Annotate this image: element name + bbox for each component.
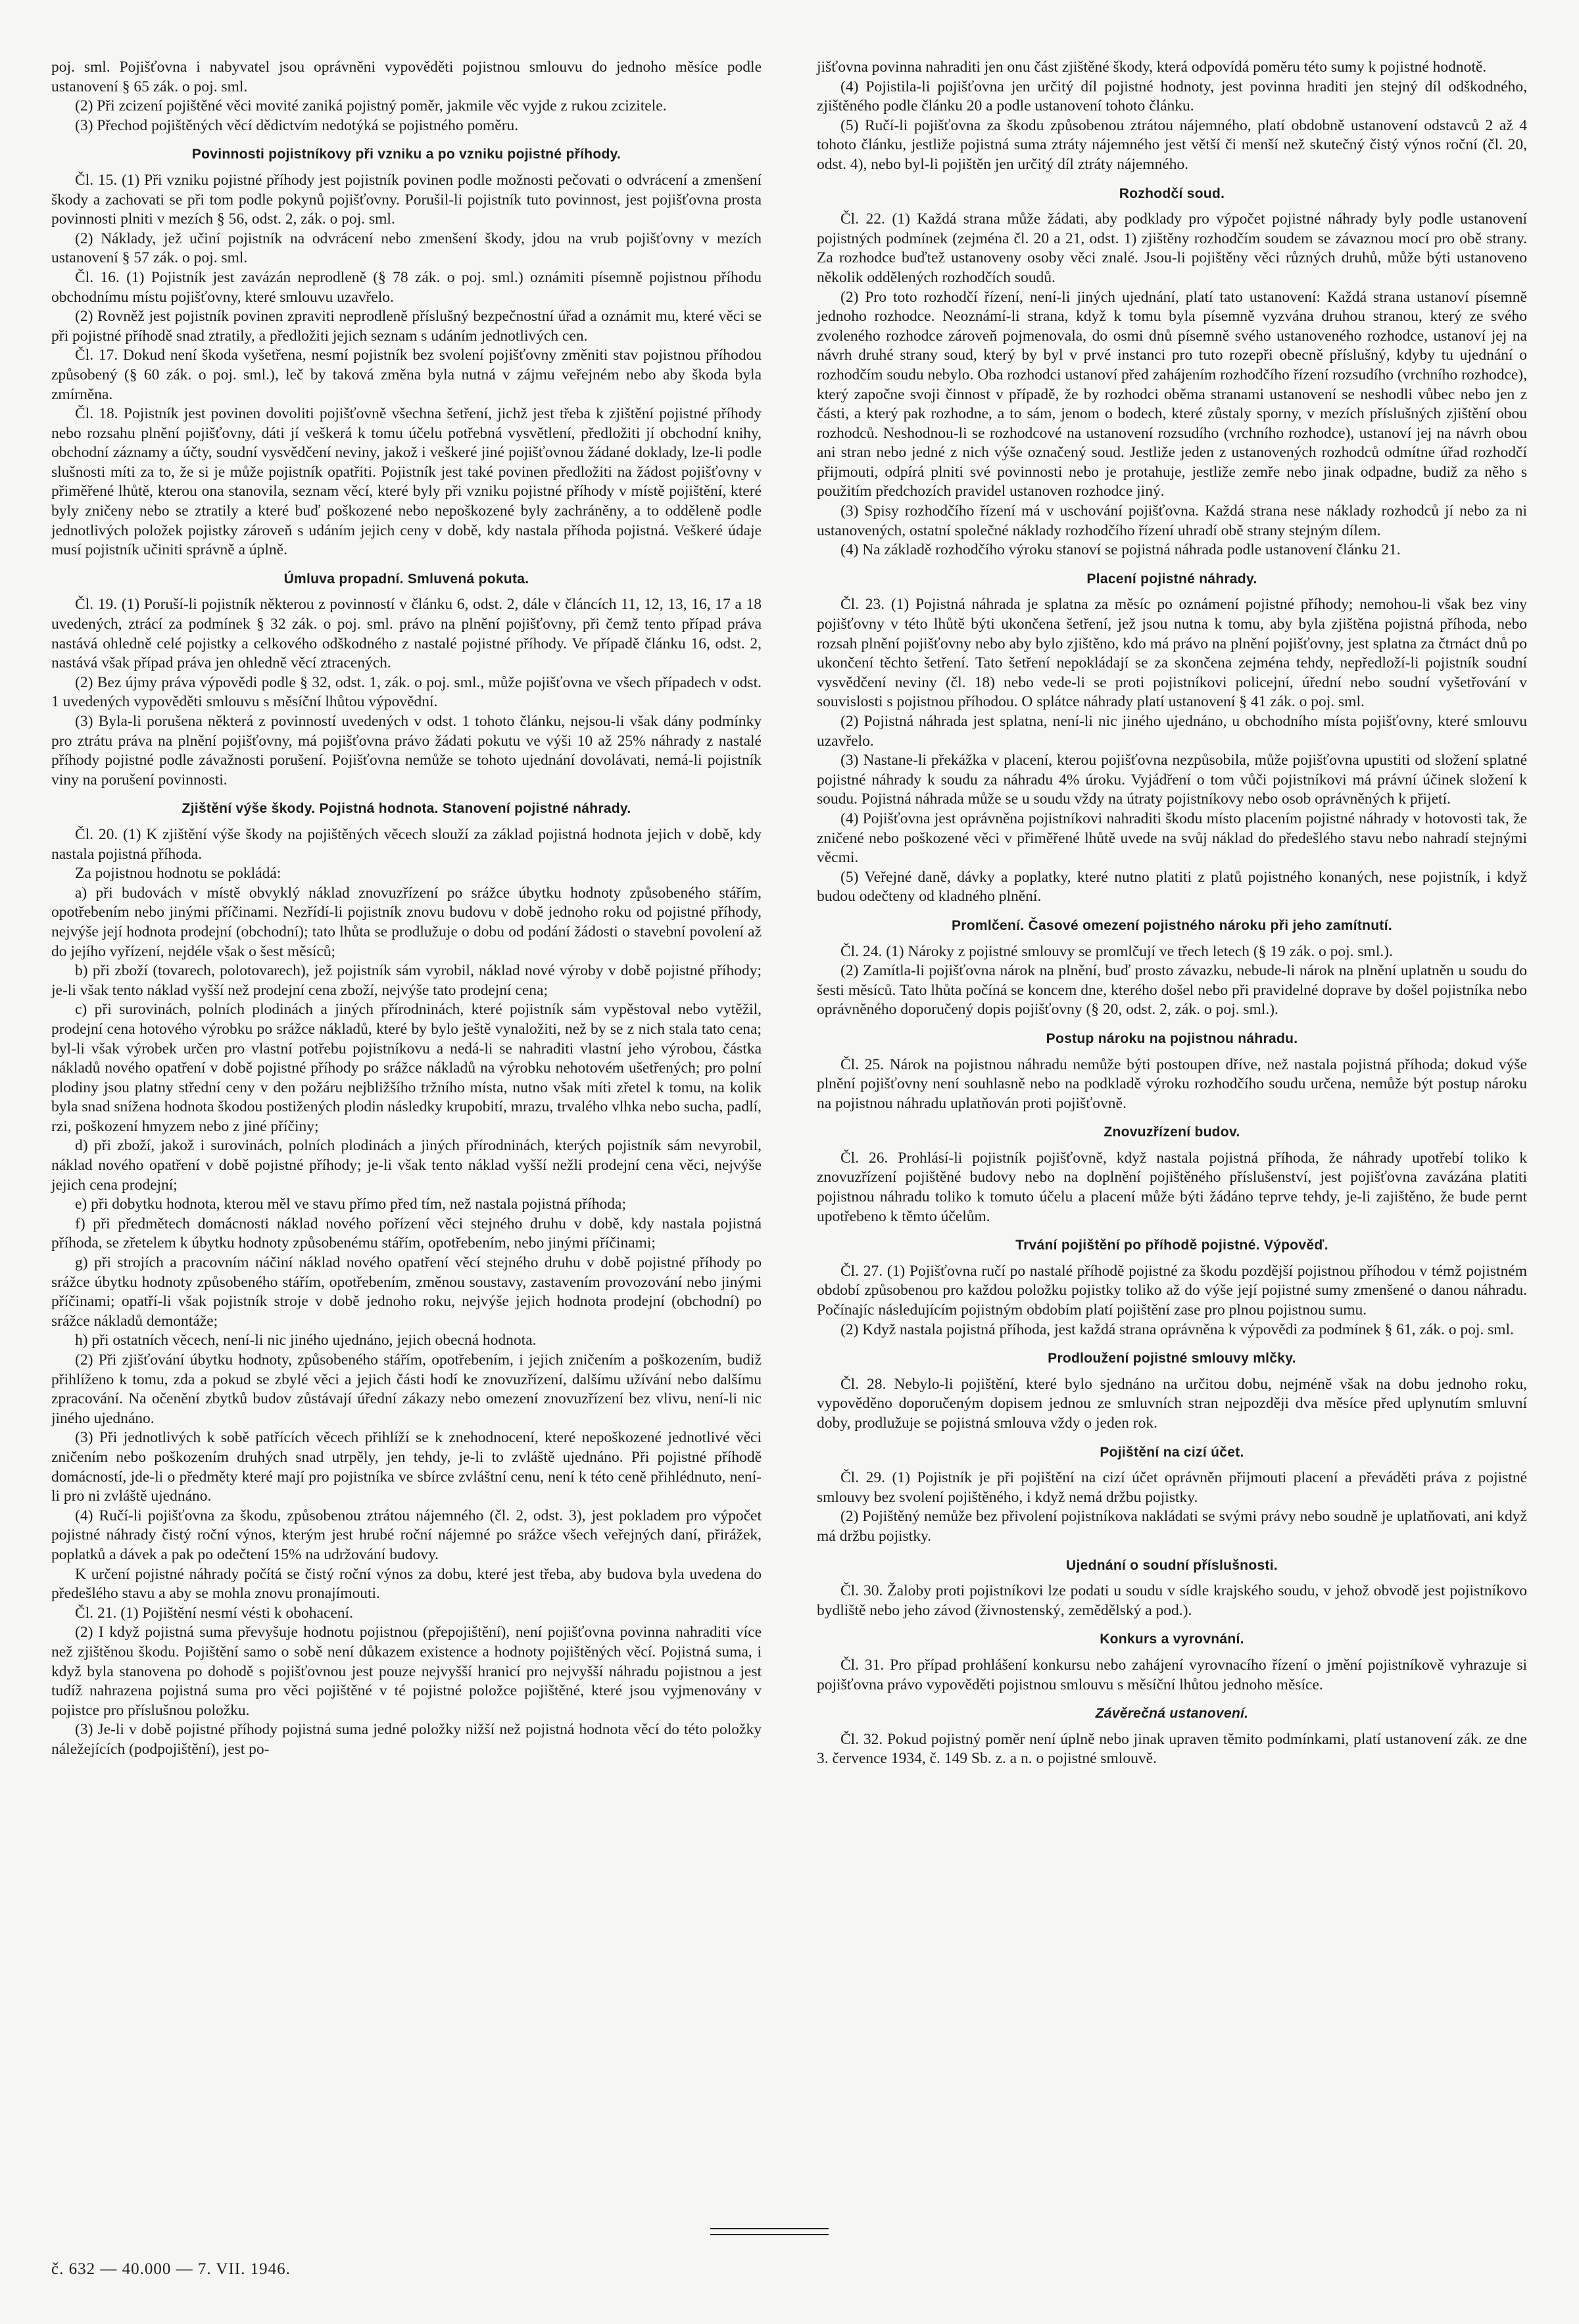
- end-rule: [710, 2228, 829, 2235]
- paragraph: Čl. 32. Pokud pojistný poměr není úplně nebo jinak upraven těmito podmínkami, platí ustanovení zák. ze dne 3. července 1934, č. 149 Sb. z. a n. o pojistné smlouvě.: [817, 1730, 1527, 1768]
- paragraph: Čl. 23. (1) Pojistná náhrada je splatna za měsíc po oznámení pojistné příhody; nemohou-li však bez viny pojišťovny v této lhůtě býti ukončena šetření, jež jsou nutna k tomu, aby byla zjištěna pojistná příhoda, nebo rozsah plnění pojišťovny nebo aby bylo zjištěno, kdo má právo na plnění pojišťovny, jest splatna za čtrnáct dnů po ukončení těchto šetření. Tato šetření nepokládají se za skončena zejména tehdy, nepředloží-li pojistník soudní vysvědčení neviny (čl. 18) nebo vede-li se proti pojistníkovi policejní, úřední nebo soudní vyšetřování v souvislosti s pojistnou příhodou. O splátce náhrady platí ustanovení § 41 zák. o poj. sml.: [817, 596, 1527, 711]
- paragraph: Čl. 18. Pojistník jest povinen dovoliti pojišťovně všechna šetření, jichž jest třeba k zjištění pojistné příhody nebo rozsahu plnění pojišťovny, dáti jí veškerá k tomu účelu potřebná vysvětlení, předložiti jí obchodní knihy, obchodní záznamy a účty, soudní vysvědčení neviny, jakož i veškeré jiné pojišťovnou žádané doklady, lze-li podle slušnosti míti za to, že si je může pojistník opatřiti. Pojistník jest také povinen předložiti na žádost pojišťovny v přiměřené lhůtě, kterou ona stanovila, seznam věcí, které byly při vzniku pojistné příhody v místě pojištění, které byly zničeny nebo se ztratily a které buď poškozené nebo nepoškozené byly zachráněny, a to odděleně podle jednotlivých položek pojistky zároveň s udáním jejich ceny v době, kdy nastala příhoda pojistná. Veškeré údaje musí pojistník učiniti správně a úplně.: [51, 405, 762, 559]
- paragraph: (3) Při jednotlivých k sobě patřících věcech přihlíží se k znehodnocení, které nepoškozené jednotlivé věci zničením nebo poškozením druhých snad utrpěly, jen tehdy, je-li to zvláště ujednáno. Při pojistné příhodě domácností, jde-li o předměty které mají pro pojistníka ve sbírce zvláštní cenu, není k této ceně přihlédnuto, není-li pro ni zvláště ujednáno.: [51, 1429, 762, 1505]
- paragraph: Čl. 19. (1) Poruší-li pojistník některou z povinností v článku 6, odst. 2, dále v článcích 11, 12, 13, 16, 17 a 18 uvedených, ztrácí za podmínek § 32 zák. o poj. sml. právo na plnění pojišťovny, při čemž tento případ práva nastává ohledně celé pojistky a celkového odškodného z nastalé pojistné příhody. Ve případě článku 16, odst. 2, nastává však případ práva jen ohledně věcí ztracených.: [51, 596, 762, 672]
- paragraph: g) při strojích a pracovním náčiní náklad nového opatření věcí stejného druhu v době pojistné příhody po srážce úbytku hodnoty způsobeného stářím, opotřebením, změnou soustavy, zastavením provozování nebo jinými příčinami; opatří-li však pojistník stroje v době jednoho roku, nejvýše jejich hodnota prodejní (obchodní) po srážce nákladů demontáže;: [51, 1254, 762, 1330]
- section-heading: Zjištění výše škody. Pojistná hodnota. Stanovení pojistné náhrady.: [182, 801, 631, 817]
- paragraph: (2) I když pojistná suma převyšuje hodnotu pojistnou (přepojištění), není pojišťovna povinna nahraditi více než zjištěnou škodu. Pojištění samo o sobě není důkazem existence a hodnoty pojištěných věcí. Pojistná suma, i když byla stanovena po dohodě s pojišťovnou jest pouze nejvyšší hranicí pro nejvyšší náhradu pojistnou a jest tudíž nahrazena pojistná suma pro věci pojištěné v té pojistné položce pojištěné, které jsou vyjmenovány v pojistce pro příslušnou položku.: [51, 1624, 762, 1719]
- paragraph: c) při surovinách, polních plodinách a jiných přírodninách, které pojistník sám vypěstoval nebo vytěžil, prodejní cena hotového výrobku po srážce nákladů, které by bylo ještě vynaložiti, než by se z nich stala tato cena; byl-li však výrobek určen pro vlastní potřebu pojistníkovu a nedá-li se nahraditi vlastní jeho výrobou, částka nákladů nového opatření v době pojistné příhody po srážce nákladů na výrobku nehotovém ušetřených; pro polní plodiny jsou platny střední ceny v den požáru nejbližšího tržního místa, nutno však míti zřetel k tomu, na kolik byla snad snížena hodnota škodou postižených plodin následky krupobití, mrazu, trvalého vlhka nebo sucha, padlí, rzi, poškození hmyzem nebo z jiné příčiny;: [51, 1001, 762, 1135]
- paragraph: (3) Přechod pojištěných věcí dědictvím nedotýká se pojistného poměru.: [75, 116, 519, 134]
- paragraph: d) při zboží, jakož i surovinách, polních plodinách a jiných přírodninách, kterých pojistník sám nevyrobil, náklad nového opatření v době pojistné příhody; je-li však tento náklad vyšší nežli prodejní cena věci, nejvýše jejich cena prodejní;: [51, 1137, 762, 1194]
- paragraph: (5) Veřejné daně, dávky a poplatky, které nutno platiti z platů pojistného konaných, nese pojistník, i když budou odečteny od kladného plnění.: [817, 868, 1527, 906]
- paragraph: Čl. 31. Pro případ prohlášení konkursu nebo zahájení vyrovnacího řízení o jmění pojistníkově vyhrazuje si pojišťovna právo vypověděti pojistnou smlouvu s měsíční lhůtou jednoho měsíce.: [817, 1656, 1527, 1693]
- paragraph: Čl. 20. (1) K zjištění výše škody na pojištěných věcech slouží za základ pojistná hodnota jejich v době, kdy nastala pojistná příhoda.: [51, 825, 762, 863]
- paragraph: (2) Rovněž jest pojistník povinen zpraviti neprodleně příslušný bezpečnostní úřad a oznámit mu, které věci se při pojistné příhodě snad ztratily, a předložiti jejich seznam s udáním jednotlivých cen.: [51, 308, 762, 345]
- paragraph: (3) Spisy rozhodčího řízení má v uschování pojišťovna. Každá strana nese náklady rozhodců jí nebo za ni ustanovených, ostatní společné náklady rozhodčího řízení uhradí obě strany stejným dílem.: [817, 502, 1527, 539]
- paragraph: K určení pojistné náhrady počítá se čistý roční výnos za dobu, které jest třeba, aby budova byla uvedena do předešlého stavu a aby se mohla znovu pronajímouti.: [51, 1565, 762, 1603]
- paragraph: Čl. 15. (1) Při vzniku pojistné příhody jest pojistník povinen podle možnosti pečovati o odvrácení a zmenšení škody a zachovati se při tom podle pokynů pojišťovny. Porušil-li pojistník tuto povinnost, jest pojišťovna prosta povinnosti plniti v mezích § 56, odst. 2, zák. o poj. sml.: [51, 171, 762, 228]
- paragraph: (4) Pojistila-li pojišťovna jen určitý díl pojistné hodnoty, jest povinna hraditi jen stejný díl odškodného, zjištěného podle článku 20 a podle ustanovení tohoto článku.: [817, 78, 1527, 115]
- paragraph: (2) Pojistná náhrada jest splatna, není-li nic jiného ujednáno, u obchodního místa pojišťovny, které smlouvu uzavřelo.: [817, 713, 1527, 750]
- paragraph: (4) Ručí-li pojišťovna za škodu, způsobenou ztrátou nájemného (čl. 2, odst. 3), jest pokladem pro výpočet pojistné náhrady čistý roční výnos, kterým jest hrubé roční nájemné po srážce všech veřejných daní, přirážek, poplatků a dávek a pak po odečtení 15% na udržování budovy.: [51, 1507, 762, 1563]
- paragraph: Čl. 27. (1) Pojišťovna ručí po nastalé příhodě pojistné za škodu pozdější pojistnou příhodou v témž pojistném období způsobenou pro každou položku pojistky toliko až do výše její pojistné sumy zmenšené o danou náhradu. Počínajíc následujícím pojistným obdobím platí pojištění zase pro plnou pojistnou sumu.: [817, 1262, 1527, 1319]
- paragraph: (2) Pojištěný nemůže bez přivolení pojistníkova nakládati se svými právy nebo soudně je uplatňovati, ani když má držbu pojistky.: [817, 1508, 1527, 1545]
- section-heading: Rozhodčí soud.: [1119, 185, 1225, 201]
- right-column: [817, 58, 1527, 1769]
- paragraph: (2) Bez újmy práva výpovědi podle § 32, odst. 1, zák. o poj. sml., může pojišťovna ve všech případech v odst. 1 uvedených vypověděti smlouvu s měsíční lhůtou výpovědní.: [51, 673, 762, 711]
- paragraph: Čl. 21. (1) Pojištění nesmí vésti k obohacení.: [75, 1604, 353, 1622]
- paragraph: (2) Při zcizení pojištěné věci movité zaniká pojistný poměr, jakmile věc vyjde z rukou zcizitele.: [75, 97, 667, 115]
- paragraph: poj. sml. Pojišťovna i nabyvatel jsou oprávněni vypověděti pojistnou smlouvu do jednoho měsíce podle ustanovení § 65 zák. o poj. sml.: [51, 59, 762, 95]
- section-heading: Povinnosti pojistníkovy při vzniku a po vzniku pojistné příhody.: [191, 147, 621, 162]
- section-heading: Prodloužení pojistné smlouvy mlčky.: [1048, 1351, 1296, 1367]
- section-heading: Postup nároku na pojistnou náhradu.: [1046, 1030, 1298, 1046]
- section-heading: Úmluva propadní. Smluvená pokuta.: [283, 571, 529, 587]
- paragraph: Za pojistnou hodnotu se pokládá:: [75, 865, 281, 883]
- paragraph: Čl. 29. (1) Pojistník je při pojištění na cizí účet oprávněn přijmouti placení a převáděti práva z pojistné smlouvy bez svolení pojištěného, i když nemá držbu pojistky.: [817, 1469, 1527, 1506]
- paragraph: b) při zboží (tovarech, polotovarech), jež pojistník sám vyrobil, náklad nové výroby v době pojistné příhody; je-li však tento náklad vyšší než prodejní cena zboží, nejvýše tato prodejní cena;: [51, 962, 762, 999]
- paragraph: jišťovna povinna nahraditi jen onu část zjištěné škody, která odpovídá poměru této sumy k pojistné hodnotě.: [817, 59, 1487, 76]
- paragraph: (2) Náklady, jež učiní pojistník na odvrácení nebo zmenšení škody, jdou na vrub pojišťovny v mezích ustanovení § 57 zák. o poj. sml.: [51, 230, 762, 267]
- section-heading: Placení pojistné náhrady.: [1086, 571, 1257, 587]
- paragraph: (5) Ručí-li pojišťovna za škodu způsobenou ztrátou nájemného, platí obdobně ustanovení odstavců 2 až 4 tohoto článku, jestliže pojistná suma ztráty nájemného jest větší či menší než skutečný čistý výnos roční (čl. 20, odst. 4), nebo byl-li pojištěn jen určitý díl ztráty nájemného.: [817, 116, 1527, 173]
- section-heading: Znovuzřízení budov.: [1104, 1125, 1240, 1140]
- paragraph: (3) Je-li v době pojistné příhody pojistná suma jedné položky nižší než pojistná hodnota věcí do této položky náležejících (podpojištění), jest po-: [51, 1721, 762, 1758]
- paragraph: h) při ostatních věcech, není-li nic jiného ujednáno, jejich obecná hodnota.: [75, 1332, 537, 1349]
- paragraph: f) při předmětech domácnosti náklad nového pořízení věci stejného druhu v době, kdy nastala pojistná příhoda, se zřetelem k úbytku hodnoty způsobenému stářím, opotřebením, nebo jinými příčinami;: [51, 1215, 762, 1252]
- paragraph: (2) Zamítla-li pojišťovna nárok na plnění, buď prosto závazku, nebude-li nárok na plnění uplatněn u soudu do šesti měsíců. Tato lhůta počíná se koncem dne, kterého došel nebo při pravidelné doprave by došel pojistníka nebo oprávněného doporučený dopis pojišťovny (§ 20, odst. 2, zák. o poj. sml.).: [817, 962, 1527, 1019]
- paragraph: (2) Když nastala pojistná příhoda, jest každá strana oprávněna k výpovědi za podmínek § 61, zák. o poj. sml.: [840, 1320, 1514, 1338]
- paragraph: (4) Pojišťovna jest oprávněna pojistníkovi nahraditi škodu místo placením pojistné náhrady v hotovosti tak, že zničené nebo poškozené věci v přiměřené lhůtě uvede na svůj náklad do předešlého stavu nebo nahradí stejnými věcmi.: [817, 810, 1527, 867]
- paragraph: (4) Na základě rozhodčího výroku stanoví se pojistná náhrada podle ustanovení článku 21.: [840, 541, 1401, 559]
- paragraph: (2) Při zjišťování úbytku hodnoty, způsobeného stářím, opotřebením, i jejich zničením a poškozením, budiž přihlíženo k tomu, zda a pokud se zbylé věci a jejich části hodí ke znovuzřízení, dalšímu užívání nebo dalšímu zpracování. Na očenění zbytků budov zůstávají úřední zákazy nebo omezení znovuzřízení bez vlivu, není-li nic jiného ujednáno.: [51, 1351, 762, 1427]
- section-heading: Pojištění na cizí účet.: [1100, 1444, 1244, 1460]
- paragraph: Čl. 22. (1) Každá strana může žádati, aby podklady pro výpočet pojistné náhrady byly podle ustanovení pojistných podmínek (zejména čl. 20 a 21, odst. 1) zjištěny rozhodčím soudem se závaznou mocí pro obě strany. Za rozhodce buďtež ustanoveny osoby věci znalé. Jsou-li pojištěny věci různých druhů, může býti ustanoveno několik oddělených rozhodčích soudů.: [817, 210, 1527, 286]
- paragraph: Čl. 24. (1) Nároky z pojistné smlouvy se promlčují ve třech letech (§ 19 zák. o poj. sml.).: [840, 942, 1393, 960]
- paragraph: e) při dobytku hodnota, kterou měl ve stavu přímo před tím, než nastala pojistná příhoda;: [75, 1196, 626, 1213]
- paragraph: Čl. 16. (1) Pojistník jest zavázán neprodleně (§ 78 zák. o poj. sml.) oznámiti písemně pojistnou příhodu obchodnímu místu pojišťovny, které smlouvu uzavřelo.: [51, 268, 762, 306]
- paragraph: Čl. 17. Dokud není škoda vyšetřena, nesmí pojistník bez svolení pojišťovny změniti stav pojistnou příhodou způsobený (§ 60 zák. o poj. sml.), leč by taková změna byla nutná v zájmu veřejném nebo aby škoda byla zmírněna.: [51, 347, 762, 403]
- paragraph: (2) Pro toto rozhodčí řízení, není-li jiných ujednání, platí tato ustanovení: Každá strana ustanoví písemně jednoho rozhodce. Neoznámí-li strana, když k tomu byla písemně vyzvána druhou stranou, který ze svého zvoleného rozhodce zároveň pojmenovala, do osmi dnů písemně svého ustanoveného rozhodce, ustanoví jej na návrh druhé strany soud, který by byl v prvé instanci pro tuto rozepři obecně příslušný, kdyby tu ujednání o rozhodčím soudu nebylo. Oba rozhodci ustanoví před zahájením rozhodčího řízení rozsudího (vrchního rozhodce), který započne svoji činnost v případě, že by rozhodci oběma stranami ustanovení se neshodli vůbec nebo jen z části, a který pak rozhodne, a to sám, jenom o bodech, které zůstaly sporny, v mezích příslušných zjištění obou rozhodců. Neshodnou-li se rozhodcové na ustanovení rozsudího (vrchního rozhodce), ustanoví jej na návrh obou ani stran nebo jedné z nich výše označený soud. Jestliže jeden z ustanovených rozhodců odmítne úřad rozhodčí přijmouti, odpírá plniti své povinnosti nebo je protahuje, jestliže zemře nebo jinak odpadne, budiž za něho s použitím předchozích pravidel ustanoven rozhodce jiný.: [817, 288, 1527, 500]
- paragraph: (3) Nastane-li překážka v placení, kterou pojišťovna nezpůsobila, může pojišťovna upustiti od složení splatné pojistné náhrady k soudu za náhradu 4% úroku. Vyjádření o tom vůči pojistníkovi má právní účinek složení k soudu. Pojistná náhrada může se u soudu vždy na útraty pojistníkovy nebo osob oprávněných k přijetí.: [817, 752, 1527, 808]
- left-column: [51, 58, 762, 1759]
- section-heading: Ujednání o soudní příslušnosti.: [1066, 1557, 1278, 1573]
- paragraph: Čl. 26. Prohlásí-li pojistník pojišťovně, když nastala pojistná příhoda, že náhrady upotřebí toliko k znovuzřízení pojištěné budovy nebo na doplnění pojištěného příslušenství, jest pojišťovna zavázána platiti pojistnou náhradu toliko k tomuto účelu a placení může býti žádáno teprve tehdy, je-li zajištěno, že bude pernt upotřebeno k těmto účelům.: [817, 1149, 1527, 1225]
- paragraph: (3) Byla-li porušena některá z povinností uvedených v odst. 1 tohoto článku, nejsou-li však dány podmínky pro ztrátu práva na plnění pojišťovny, má pojišťovna právo žádati pokutu ve výši 10 až 25% náhrady z nastalé příhody pojistné podle závažnosti porušení. Pojišťovna nemůže se tohoto ujednání dovolávati, nemá-li pojistník viny na porušení povinnosti.: [51, 713, 762, 788]
- section-heading: Trvání pojištění po příhodě pojistné. Výpověď.: [1015, 1238, 1328, 1253]
- paragraph: a) při budovách v místě obvyklý náklad znovuzřízení po srážce úbytku hodnoty způsobeného stářím, opotřebením nebo jinými příčinami. Nezřídí-li pojistník znovu budovu v době jednoho roku od pojistné příhody, nejvýše její hodnota prodejní (obchodní); tato lhůta se prodlužuje o dobu od podání žádosti o stavební povolení až do jejího vyřízení, nejdéle však o šest měsíců;: [51, 884, 762, 960]
- section-heading: Závěrečná ustanovení.: [1095, 1706, 1249, 1722]
- paragraph: Čl. 28. Nebylo-li pojištění, které bylo sjednáno na určitou dobu, nejméně však na dobu jednoho roku, vypověděno doporučeným dopisem jednou ze smluvních stran nejpozději dva měsíce před uplynutím smluvní doby, prodlužuje se pojistná smlouva vždy o jeden rok.: [817, 1375, 1527, 1432]
- paragraph: Čl. 25. Nárok na pojistnou náhradu nemůže býti postoupen dříve, než nastala pojistná příhoda; dokud výše plnění pojišťovny není souhlasně nebo na podkladě výroku rozhodčího soudu určena, nemůže být postup nároku na pojistnou náhradu uplatňován proti pojišťovně.: [817, 1055, 1527, 1112]
- print-footer: č. 632 — 40.000 — 7. VII. 1946.: [51, 2260, 291, 2278]
- paragraph: Čl. 30. Žaloby proti pojistníkovi lze podati u soudu v sídle krajského soudu, v jehož obvodě jest pojistníkovo bydliště nebo jeho závod (živnostenský, zemědělský a pod.).: [817, 1582, 1527, 1619]
- section-heading: Konkurs a vyrovnání.: [1100, 1632, 1244, 1647]
- section-heading: Promlčení. Časové omezení pojistného nároku při jeho zamítnutí.: [951, 917, 1392, 933]
